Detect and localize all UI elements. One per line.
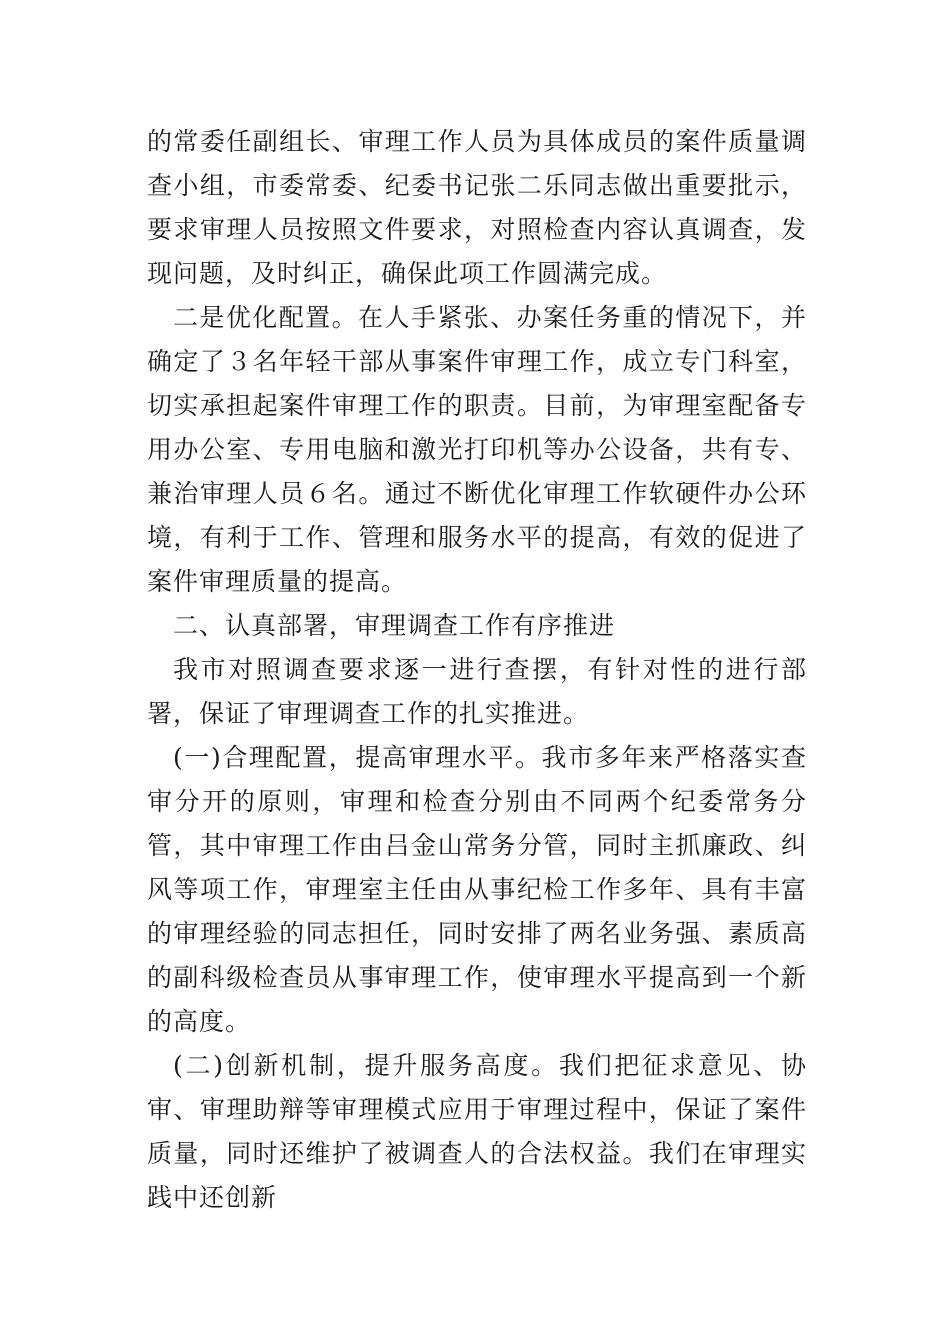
document-body (147, 120, 807, 1220)
paragraph-1: 的常委任副组长、审理工作人员为具体成员的案件质量调查小组，市委常委、纪委书记张二乐同志做出重要批示，要求审理人员按照文件要求，对照检查内容认真调查，发现问题，及时纠正，确保此项工作圆满完成。 (147, 127, 807, 288)
paragraph-2: 二是优化配置。在人手紧张、办案任务重的情况下，并确定了３名年轻干部从事案件审理工作，成立专门科室，切实承担起案件审理工作的职责。目前，为审理室配备专用办公室、专用电脑和激光打印机等办公设备，共有专、兼治审理人员６名。通过不断优化审理工作软硬件办公环境，有利于工作、管理和服务水平的提高，有效的促进了案件审理质量的提高。 (147, 303, 807, 596)
paragraph-4: (一)合理配置，提高审理水平。我市多年来严格落实查审分开的原则，审理和检查分别由不同两个纪委常务分管，其中审理工作由吕金山常务分管，同时主抓廉政、纠风等项工作，审理室主任由从事纪检工作多年、具有丰富的审理经验的同志担任，同时安排了两名业务强、素质高的副科级检查员从事审理工作，使审理水平提高到一个新的高度。 (147, 743, 807, 1036)
section-heading: 二、认真部署，审理调查工作有序推进 (173, 611, 616, 640)
paragraph-3: 我市对照调查要求逐一进行查摆，有针对性的进行部署，保证了审理调查工作的扎实推进。 (147, 655, 807, 728)
paragraph-5: (二)创新机制，提升服务高度。我们把征求意见、协审、审理助辩等审理模式应用于审理过程中，保证了案件质量，同时还维护了被调查人的合法权益。我们在审理实践中还创新 (147, 1051, 807, 1212)
